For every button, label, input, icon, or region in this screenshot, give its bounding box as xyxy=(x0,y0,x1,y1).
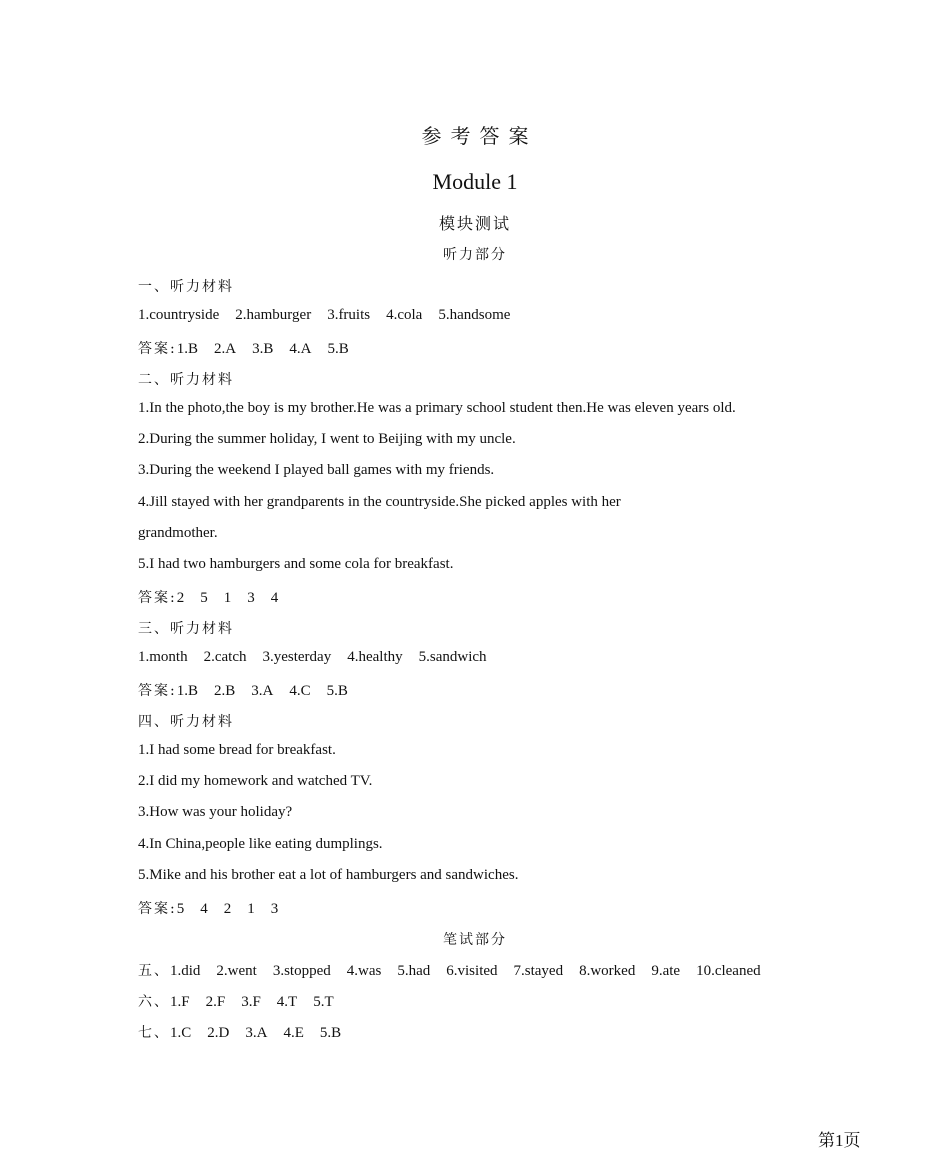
part2-line: grandmother. xyxy=(138,525,218,541)
part4-line: 2.I did my homework and watched TV. xyxy=(138,773,373,789)
part4-heading: 四、听力材料 xyxy=(138,714,234,730)
answer-item: 5.B xyxy=(326,683,348,699)
part2-line: 5.I had two hamburgers and some cola for breakfast. xyxy=(138,556,454,572)
list-item: 3.fruits xyxy=(327,307,371,323)
answer-item: 4.A xyxy=(289,341,312,357)
part4-answers xyxy=(138,898,278,918)
answer-item: 1.C xyxy=(170,1025,192,1041)
answer-label: 答案: xyxy=(138,901,177,917)
list-item: 1.month xyxy=(138,649,188,665)
answer-item: 2.F xyxy=(205,994,226,1010)
list-item: 1.countryside xyxy=(138,307,220,323)
part5-answers xyxy=(138,960,761,980)
part2-heading: 二、听力材料 xyxy=(138,372,234,388)
answer-item: 3.A xyxy=(251,683,274,699)
answer-item: 2 xyxy=(176,590,185,606)
part6-answers xyxy=(138,991,334,1011)
answer-item: 5 xyxy=(176,901,185,917)
answer-item: 1.B xyxy=(176,341,198,357)
answer-item: 3 xyxy=(247,590,255,606)
answer-item: 5 xyxy=(200,590,208,606)
module-title: Module 1 xyxy=(432,169,518,194)
answer-label: 答案: xyxy=(138,590,177,606)
answer-item: 5.B xyxy=(327,341,349,357)
answer-item: 4.T xyxy=(276,994,298,1010)
listening-section-title: 听力部分 xyxy=(443,247,507,263)
part4-line: 5.Mike and his brother eat a lot of hamburgers and sandwiches. xyxy=(138,867,519,883)
answer-item: 3.A xyxy=(245,1025,268,1041)
answer-label: 答案: xyxy=(138,341,177,357)
part7-label: 七、 xyxy=(138,1025,170,1041)
answer-item: 2.A xyxy=(213,341,237,357)
answer-label: 答案: xyxy=(138,683,177,699)
answer-item: 3 xyxy=(270,901,279,917)
list-item: 2.hamburger xyxy=(235,307,312,323)
part4-line: 3.How was your holiday? xyxy=(138,804,293,820)
answer-item: 8.worked xyxy=(579,963,636,979)
part4-line: 4.In China,people like eating dumplings. xyxy=(138,836,383,852)
answer-item: 2.B xyxy=(213,683,236,699)
answer-item: 4.E xyxy=(283,1025,304,1041)
part2-line: 4.Jill stayed with her grandparents in the countryside.She picked apples with her xyxy=(138,494,621,510)
part1-answers xyxy=(138,338,349,358)
part6-label: 六、 xyxy=(138,994,170,1010)
answer-item: 4 xyxy=(270,590,279,606)
list-item: 5.sandwich xyxy=(418,649,487,665)
part2-answers xyxy=(138,587,278,607)
list-item: 2.catch xyxy=(203,649,247,665)
part1-heading: 一、听力材料 xyxy=(138,279,234,295)
answer-item: 1.F xyxy=(170,994,190,1010)
part2-line: 1.In the photo,the boy is my brother.He was a primary school student then.He was eleven years old. xyxy=(138,400,736,416)
part3-items xyxy=(138,649,487,666)
answer-item: 5.B xyxy=(319,1025,342,1041)
part5-label: 五、 xyxy=(138,963,170,979)
answer-item: 2.went xyxy=(216,963,257,979)
page-number: 第1页 xyxy=(818,1131,861,1150)
answer-item: 1 xyxy=(247,901,255,917)
answer-item: 6.visited xyxy=(446,963,498,979)
answer-item: 4 xyxy=(200,901,208,917)
answer-item: 1.did xyxy=(170,963,201,979)
part4-line: 1.I had some bread for breakfast. xyxy=(138,742,336,758)
part3-answers xyxy=(138,680,348,700)
part7-answers xyxy=(138,1022,341,1042)
part3-heading: 三、听力材料 xyxy=(138,621,234,637)
answer-item: 2 xyxy=(223,901,232,917)
answer-item: 1 xyxy=(223,590,232,606)
part2-line: 3.During the weekend I played ball games with my friends. xyxy=(138,462,495,478)
part1-items xyxy=(138,307,510,324)
answer-item: 4.was xyxy=(346,963,382,979)
writing-section-title: 笔试部分 xyxy=(443,932,507,948)
list-item: 4.healthy xyxy=(347,649,403,665)
answer-item: 3.F xyxy=(241,994,261,1010)
answer-item: 1.B xyxy=(176,683,198,699)
list-item: 4.cola xyxy=(386,307,423,323)
answer-item: 7.stayed xyxy=(513,963,564,979)
answer-item: 9.ate xyxy=(651,963,681,979)
answer-item: 3.stopped xyxy=(272,963,331,979)
answer-item: 3.B xyxy=(252,341,274,357)
test-subtitle: 模块测试 xyxy=(438,214,511,233)
answer-item: 10.cleaned xyxy=(696,963,761,979)
list-item: 5.handsome xyxy=(438,307,511,323)
list-item: 3.yesterday xyxy=(262,649,332,665)
answer-item: 5.had xyxy=(397,963,431,979)
page-title: 参考答案 xyxy=(421,124,538,148)
part2-line: 2.During the summer holiday, I went to Beijing with my uncle. xyxy=(138,431,516,447)
answer-item: 5.T xyxy=(313,994,334,1010)
answer-item: 2.D xyxy=(207,1025,230,1041)
answer-item: 4.C xyxy=(289,683,311,699)
